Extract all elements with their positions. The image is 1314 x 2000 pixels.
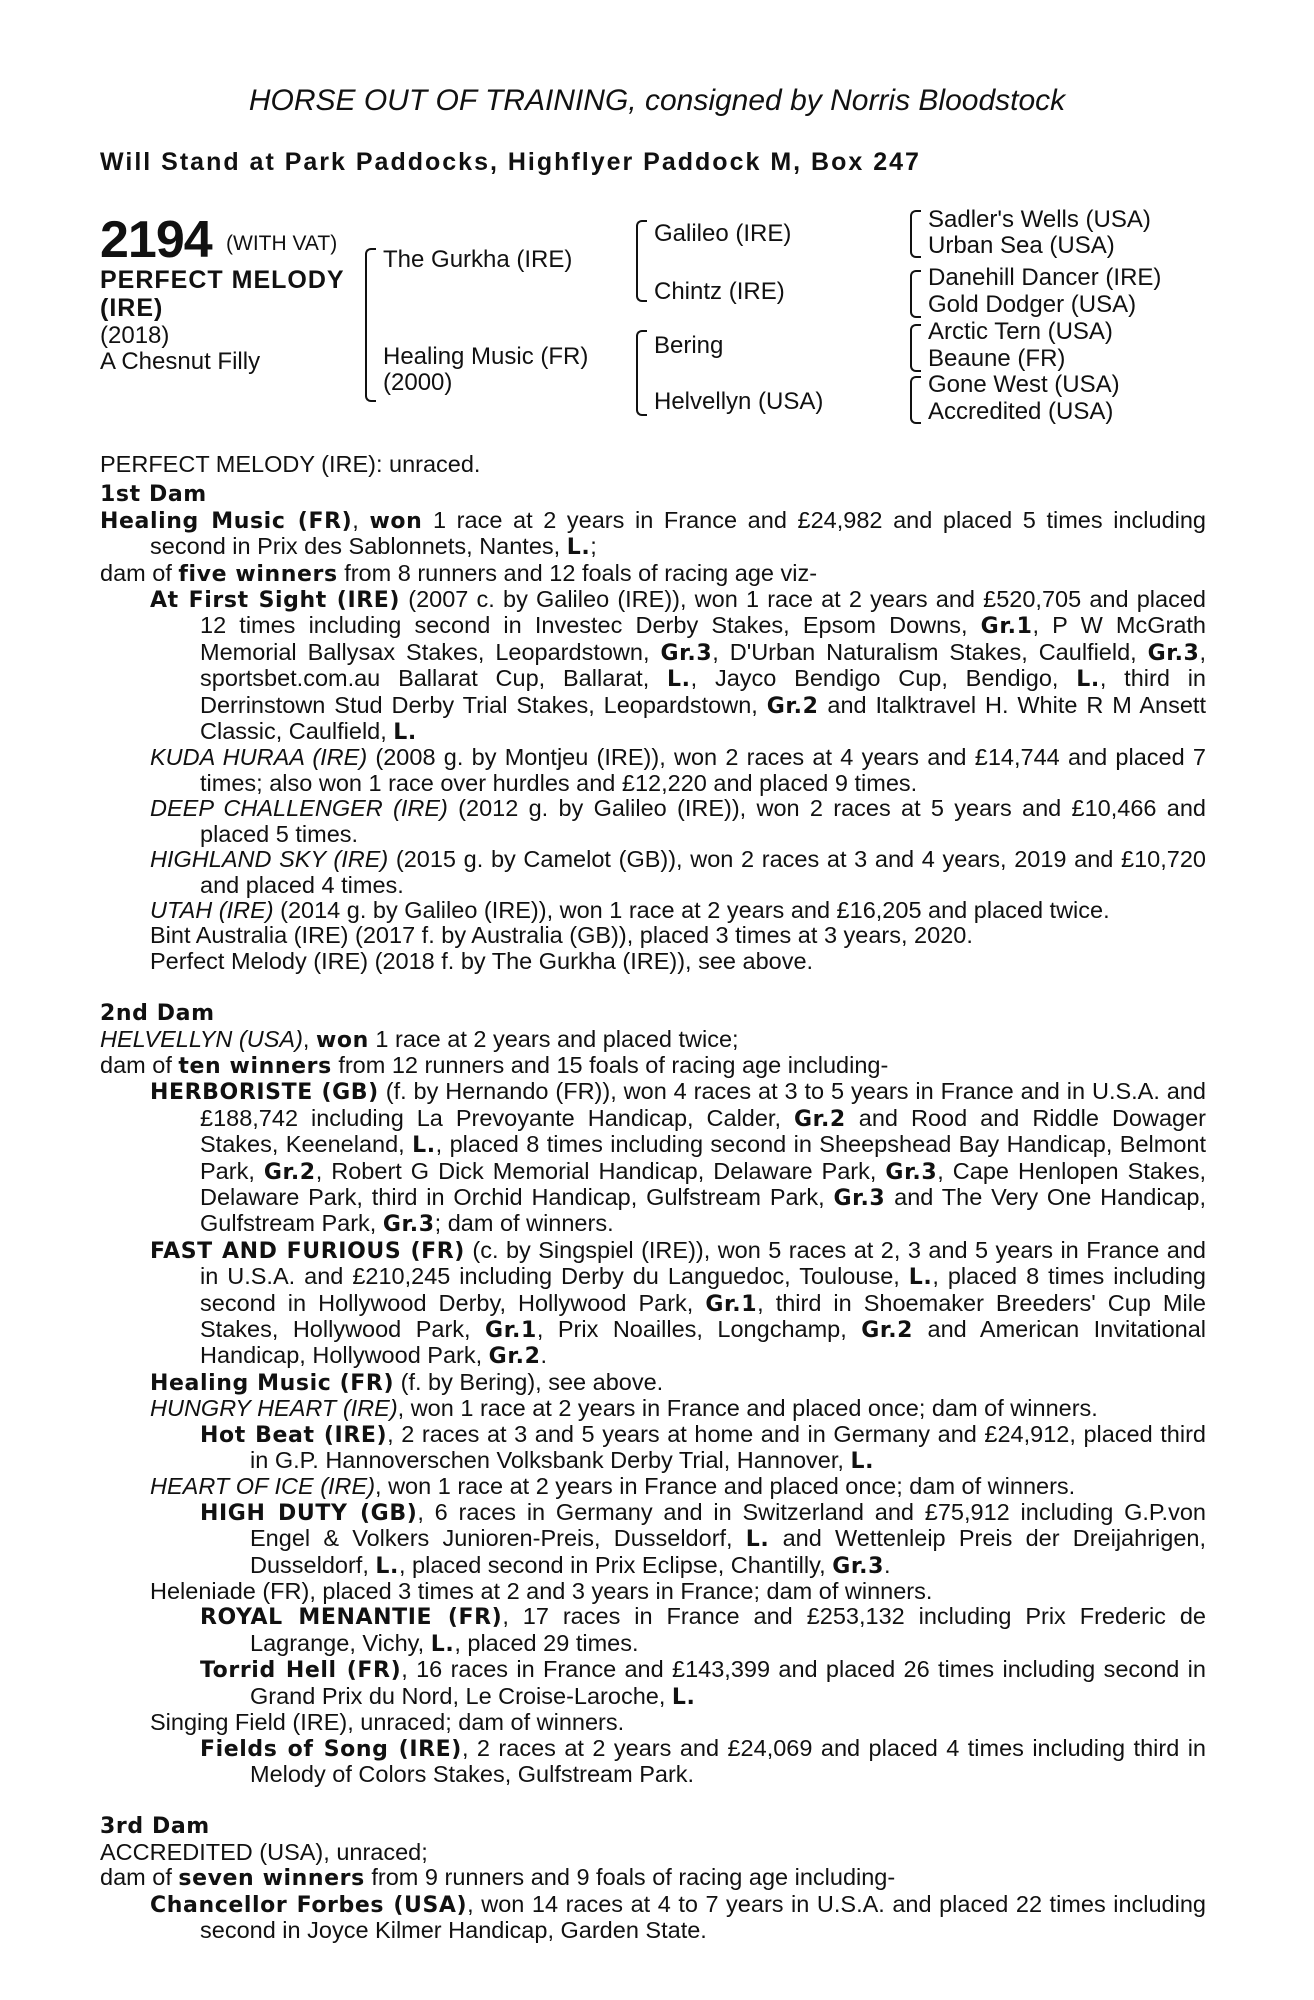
pedigree-dam-sire: Bering (654, 332, 724, 359)
page-title: HORSE OUT OF TRAINING, consigned by Norris Bloodstock (248, 84, 1066, 117)
produce-entry: Heleniade (FR), placed 3 times at 2 and 3 years in France; dam of winners. (150, 1578, 933, 1605)
produce-entry: At First Sight (IRE) (2007 c. by Galileo (IRE)), won 1 race at 2 years and £520,705 and placed 12 times including second in Investec Derby Stakes, Epsom Downs, Gr.1, P W McGrath Memorial Ballysax Stakes, Leopardstown, Gr.3, D'Urban Naturalism Stakes, Caulfield, Gr.3, sportsbet.com.au Ballarat Cup, Ballarat, L., Jayco Bendigo Cup, Bendigo, L., third in Derrinstown Stud Derby Trial Stakes, Leopardstown, Gr.2 and Italktravel H. White R M Ansett Classic, Caulfield, L. (150, 586, 1207, 746)
horse-year: (2018) (100, 322, 170, 349)
grand-produce-entry: Hot Beat (IRE), 2 races at 3 and 5 years at home and in Germany and £24,912, placed third in G.P. Hannoverschen Volksbank Derby Trial, Hannover, L. (200, 1420, 1206, 1475)
pedigree-sire: The Gurkha (IRE) (383, 246, 573, 273)
produce-entry: Perfect Melody (IRE) (2018 f. by The Gurkha (IRE)), see above. (150, 947, 814, 974)
produce-entry: Bint Australia (IRE) (2017 f. by Australia (GB)), placed 3 times at 3 years, 2020. (150, 922, 973, 949)
pedigree-dam-year: (2000) (383, 369, 453, 396)
produce-entry: UTAH (IRE) (2014 g. by Galileo (IRE)), won 1 race at 2 years and £16,205 and placed twice. (150, 896, 1110, 923)
pedigree-g3: Danehill Dancer (IRE) (928, 264, 1162, 291)
pedigree-g5: Arctic Tern (USA) (928, 318, 1113, 345)
dam3-entry: ACCREDITED (USA), unraced; (100, 1838, 428, 1865)
pedigree-g4: Gold Dodger (USA) (928, 291, 1137, 318)
produce-entry: HUNGRY HEART (IRE), won 1 race at 2 years in France and placed once; dam of winners. (150, 1395, 1098, 1422)
pedigree-brace (910, 210, 921, 258)
produce-entry: HERBORISTE (GB) (f. by Hernando (FR)), won 4 races at 3 to 5 years in France and in U.S.A. and £188,742 including La Prevoyante Handicap, Calder, Gr.2 and Rood and Riddle Dowager Stakes, Keeneland, L., placed 8 times including second in Sheepshead Bay Handicap, Belmont Park, Gr.2, Robert G Dick Memorial Handicap, Delaware Park, Gr.3, Cape Henlopen Stakes, Delaware Park, third in Orchid Handicap, Gulfstream Park, Gr.3 and The Very One Handicap, Gulfstream Park, Gr.3; dam of winners. (150, 1078, 1207, 1238)
grand-produce-entry: Fields of Song (IRE), 2 races at 2 years and £24,069 and placed 4 times including third in Melody of Colors Stakes, Gulfstream Park. (200, 1734, 1207, 1787)
produce-entry: HEART OF ICE (IRE), won 1 race at 2 years in France and placed once; dam of winners. (150, 1473, 1076, 1500)
pedigree-dam: Healing Music (FR) (383, 343, 589, 370)
horse-name: PERFECT MELODY (IRE) (100, 266, 345, 322)
unraced-note: PERFECT MELODY (IRE): unraced. (100, 451, 481, 477)
pedigree-g1: Sadler's Wells (USA) (928, 206, 1151, 233)
grand-produce-entry: Torrid Hell (FR), 16 races in France and £143,399 and placed 26 times including second in Grand Prix du Nord, Le Croise-Laroche, L. (200, 1656, 1206, 1710)
dam1-entry: Healing Music (FR), won 1 race at 2 years in France and £24,982 and placed 5 times including second in Prix des Sablonnets, Nantes, L.; (100, 506, 1207, 561)
pedigree-sire-sire: Galileo (IRE) (654, 220, 792, 247)
pedigree-brace (910, 324, 921, 372)
produce-entry: Singing Field (IRE), unraced; dam of winners. (150, 1709, 625, 1736)
pedigree-g6: Beaune (FR) (928, 345, 1066, 372)
catalogue-body (100, 452, 1206, 1943)
pedigree-dam-dam: Helvellyn (USA) (654, 388, 824, 415)
produce-entry: KUDA HURAA (IRE) (2008 g. by Montjeu (IRE)), won 2 races at 4 years and £14,744 and placed 7 times; also won 1 race over hurdles and £12,220 and placed 9 times. (150, 744, 1206, 796)
pedigree-brace (365, 248, 376, 402)
pedigree-brace (636, 330, 647, 416)
pedigree-brace (910, 376, 921, 424)
lot-number: 2194 (100, 211, 212, 269)
pedigree-g2: Urban Sea (USA) (928, 232, 1115, 259)
pedigree-brace (636, 220, 647, 302)
produce-entry: Chancellor Forbes (USA), won 14 races at 4 to 7 years in U.S.A. and placed 22 times including second in Joyce Kilmer Handicap, Garden State. (150, 1890, 1206, 1943)
produce-entry: Healing Music (FR) (f. by Bering), see above. (150, 1368, 664, 1396)
section-2nd-dam: 2nd Dam (100, 1001, 215, 1027)
dam2-produce-summary: dam of ten winners from 12 runners and 15 foals of racing age including- (100, 1051, 889, 1079)
vat-label: (WITH VAT) (226, 232, 338, 255)
produce-entry: FAST AND FURIOUS (FR) (c. by Singspiel (IRE)), won 5 races at 2, 3 and 5 years in France and in U.S.A. and £210,245 including Derby du Languedoc, Toulouse, L., placed 8 times including second in Hollywood Derby, Hollywood Park, Gr.1, third in Shoemaker Breeders' Cup Mile Stakes, Hollywood Park, Gr.1, Prix Noailles, Longchamp, Gr.2 and American Invitational Handicap, Hollywood Park, Gr.2. (150, 1236, 1207, 1370)
stand-location: Will Stand at Park Paddocks, Highflyer Paddock M, Box 247 (100, 148, 921, 176)
dam3-produce-summary: dam of seven winners from 9 runners and 9 foals of racing age including- (100, 1864, 896, 1892)
pedigree-g8: Accredited (USA) (928, 398, 1114, 425)
dam1-produce-summary: dam of five winners from 8 runners and 12 foals of racing age viz- (100, 559, 818, 587)
grand-produce-entry: ROYAL MENANTIE (FR), 17 races in France and £253,132 including Prix Frederic de Lagrange, Vichy, L., placed 29 times. (200, 1603, 1206, 1657)
grand-produce-entry: HIGH DUTY (GB), 6 races in Germany and in Switzerland and £75,912 including G.P.von Engel & Volkers Junioren-Preis, Dusseldorf, L. and Wettenleip Preis der Dreijahrigen, Dusseldorf, L., placed second in Prix Eclipse, Chantilly, Gr.3. (200, 1498, 1206, 1579)
horse-description: A Chesnut Filly (100, 348, 261, 375)
pedigree-sire-dam: Chintz (IRE) (654, 278, 785, 305)
produce-entry: DEEP CHALLENGER (IRE) (2012 g. by Galileo (IRE)), won 2 races at 5 years and £10,466 and placed 5 times. (150, 795, 1206, 847)
dam2-entry: HELVELLYN (USA), won 1 race at 2 years and placed twice; (100, 1025, 739, 1053)
produce-entry: HIGHLAND SKY (IRE) (2015 g. by Camelot (GB)), won 2 races at 3 and 4 years, 2019 and £10,720 and placed 4 times. (150, 846, 1206, 898)
pedigree-brace (910, 270, 921, 318)
section-3rd-dam: 3rd Dam (100, 1814, 210, 1840)
section-1st-dam: 1st Dam (100, 482, 207, 508)
pedigree-g7: Gone West (USA) (928, 371, 1120, 398)
